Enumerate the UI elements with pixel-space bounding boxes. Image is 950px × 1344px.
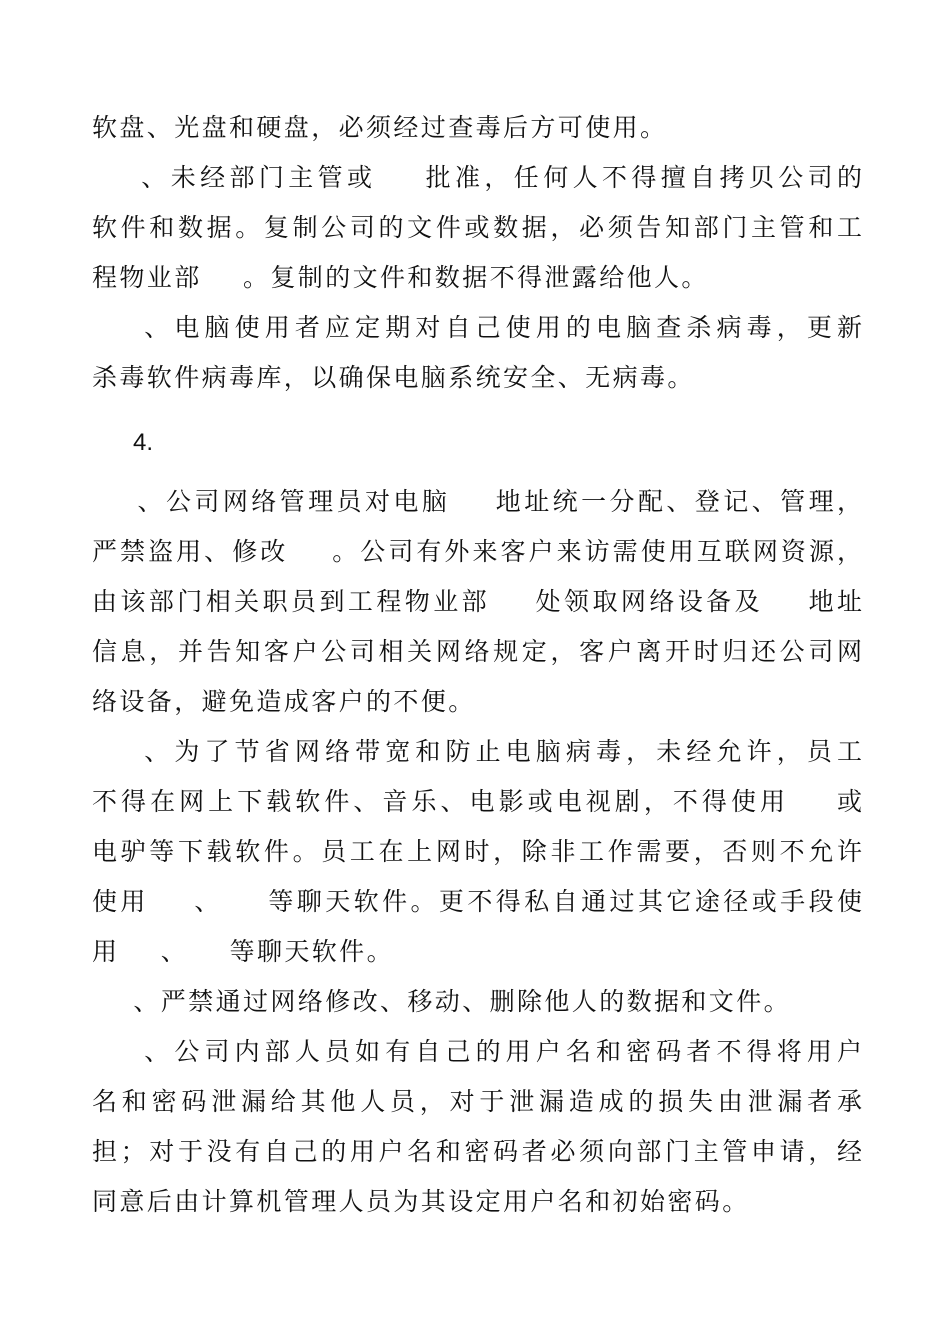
text-line: 信息，并告知客户公司相关网络规定，客户离开时归还公司网	[92, 637, 862, 666]
text-line: 程物业部 。复制的文件和数据不得泄露给他人。	[92, 263, 709, 292]
text-line: 络设备，避免造成客户的不便。	[92, 687, 476, 716]
text-line: 电驴等下载软件。员工在上网时，除非工作需要，否则不允许	[92, 837, 862, 866]
text-line: 、公司网络管理员对电脑 地址统一分配、登记、管理，	[92, 487, 862, 516]
text-line: 使用 、 等聊天软件。更不得私自通过其它途径或手段使	[92, 887, 862, 916]
text-line: 软盘、光盘和硬盘，必须经过查毒后方可使用。	[92, 113, 668, 142]
section-number: 4.	[133, 429, 154, 456]
text-line: 由该部门相关职员到工程物业部 处领取网络设备及 地址	[92, 587, 862, 616]
text-line: 、公司内部人员如有自己的用户名和密码者不得将用户	[92, 1037, 862, 1066]
text-line: 同意后由计算机管理人员为其设定用户名和初始密码。	[92, 1187, 750, 1216]
text-line: 杀毒软件病毒库，以确保电脑系统安全、无病毒。	[92, 363, 695, 392]
text-line: 不得在网上下载软件、音乐、电影或电视剧，不得使用 或	[92, 787, 862, 816]
text-line: 、未经部门主管或 批准，任何人不得擅自拷贝公司的	[92, 163, 862, 192]
text-line: 软件和数据。复制公司的文件或数据，必须告知部门主管和工	[92, 213, 862, 242]
text-line: 严禁盗用、修改 。公司有外来客户来访需使用互联网资源，	[92, 537, 862, 566]
text-line: 名和密码泄漏给其他人员，对于泄漏造成的损失由泄漏者承	[92, 1087, 862, 1116]
text-line: 、严禁通过网络修改、移动、删除他人的数据和文件。	[92, 987, 791, 1016]
text-line: 、为了节省网络带宽和防止电脑病毒，未经允许，员工	[92, 737, 862, 766]
text-line: 担；对于没有自己的用户名和密码者必须向部门主管申请，经	[92, 1137, 862, 1166]
text-line: 用 、 等聊天软件。	[92, 937, 394, 966]
text-line: 、电脑使用者应定期对自己使用的电脑查杀病毒，更新	[92, 313, 862, 342]
